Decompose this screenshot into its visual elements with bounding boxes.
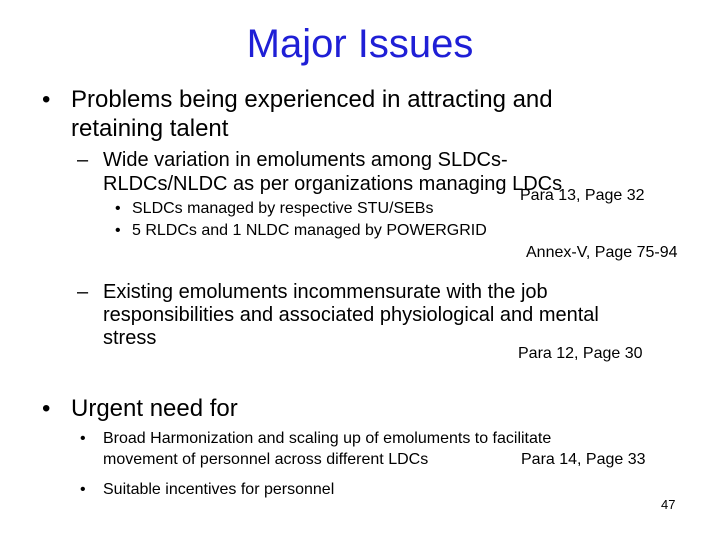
variation-line-1: Wide variation in emoluments among SLDCs- [103, 149, 508, 171]
incentives-text: Suitable incentives for personnel [103, 481, 335, 498]
existing-reference: Para 12, Page 30 [518, 345, 643, 362]
broad-line-2: movement of personnel across different LDCs [103, 451, 429, 468]
page-number: 47 [661, 497, 676, 512]
existing-line-2: responsibilities and associated physiological and mental [103, 304, 599, 326]
broad-reference: Para 14, Page 33 [521, 451, 646, 468]
slide-title: Major Issues [246, 22, 474, 66]
existing-line-3: stress [103, 327, 157, 349]
existing-line-1: Existing emoluments incommensurate with the job [103, 281, 548, 303]
bullet-dot: • [42, 395, 51, 422]
rldc-managed-text: 5 RLDCs and 1 NLDC managed by POWERGRID [132, 222, 487, 239]
bullet-dash: – [77, 149, 89, 171]
urgent-heading: Urgent need for [71, 395, 238, 422]
problems-line-1: Problems being experienced in attracting and [71, 86, 553, 113]
variation-line-2: RLDCs/NLDC as per organizations managing LDCs [103, 173, 563, 195]
bullet-dash: – [77, 281, 89, 303]
bullet-dot-small: • [80, 481, 86, 498]
sldc-managed-text: SLDCs managed by respective STU/SEBs [132, 200, 434, 217]
broad-line-1: Broad Harmonization and scaling up of emoluments to facilitate [103, 430, 552, 447]
variation-reference: Para 13, Page 32 [520, 187, 645, 204]
bullet-dot-small: • [115, 222, 121, 239]
problems-line-2: retaining talent [71, 115, 229, 142]
bullet-dot: • [42, 86, 51, 113]
annex-reference: Annex-V, Page 75-94 [526, 244, 678, 261]
bullet-dot-small: • [115, 200, 121, 217]
bullet-dot-small: • [80, 430, 86, 447]
